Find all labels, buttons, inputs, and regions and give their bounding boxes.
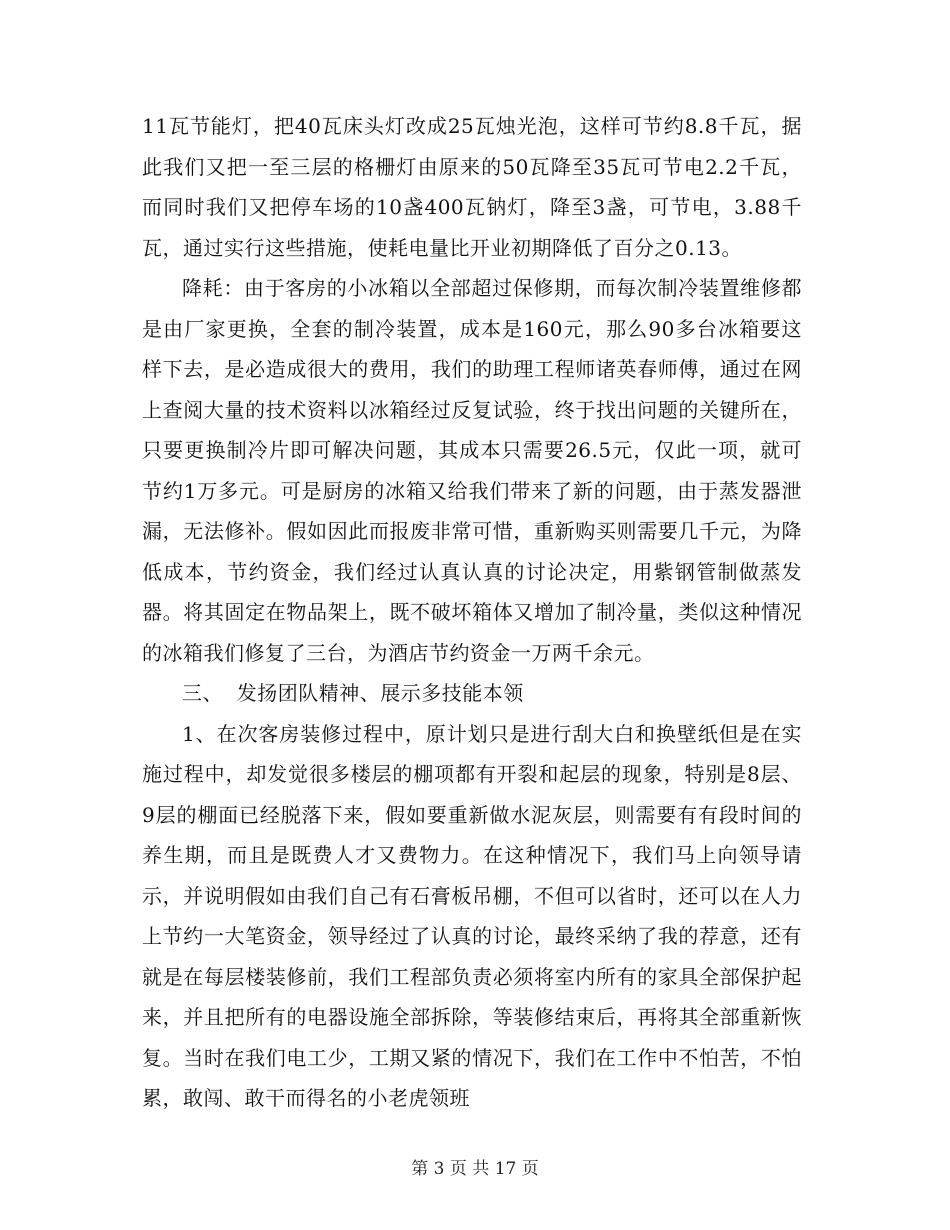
paragraph-consumption-reduction: 降耗：由于客房的小冰箱以全部超过保修期，而每次制冷装置维修都是由厂家更换，全套的制冷装置，成本是160元，那么90多台冰箱要这样下去，是必造成很大的费用，我们的助理工程师诸英春师傅，通过在网上查阅大量的技术资料以冰箱经过反复试验，终于找出问题的关键所在，只要更换制冷片即可解决问题，其成本只需要26.5元，仅此一项，就可节约1万多元。可是厨房的冰箱又给我们带来了新的问题，由于蒸发器泄漏，无法修补。假如因此而报废非常可惜，重新购买则需要几千元，为降低成本，节约资金，我们经过认真认真的讨论决定，用紫钢管制做蒸发器。将其固定在物品架上，既不破坏箱体又增加了制冷量，类似这种情况的冰箱我们修复了三台，为酒店节约资金一万两千余元。 (142, 276, 802, 665)
section-heading-team-spirit: 三、 发扬团队精神、展示多技能本领 (182, 681, 524, 705)
body-text (142, 106, 802, 1119)
paragraph-room-renovation: 1、在次客房装修过程中，原计划只是进行刮大白和换壁纸但是在实施过程中，却发觉很多楼层的棚项都有开裂和起层的现象，特别是8层、9层的棚面已经脱落下来，假如要重新做水泥灰层，则需要有有段时间的养生期，而且是既费人才又费物力。在这种情况下，我们马上向领导请示，并说明假如由我们自己有石膏板吊棚，不但可以省时，还可以在人力上节约一大笔资金，领导经过了认真的讨论，最终采纳了我的荐意，还有就是在每层楼装修前，我们工程部负责必须将室内所有的家具全部保护起来，并且把所有的电器设施全部拆除，等装修结束后，再将其全部重新恢复。当时在我们电工少，工期又紧的情况下，我们在工作中不怕苦，不怕累，敢闯、敢干而得名的小老虎领班 (142, 721, 802, 1110)
page-footer: 第 3 页 共 17 页 (411, 1159, 539, 1179)
paragraph-energy-saving-lighting: 11瓦节能灯，把40瓦床头灯改成25瓦烛光泡，这样可节约8.8千瓦，据此我们又把一至三层的格栅灯由原来的50瓦降至35瓦可节电2.2千瓦，而同时我们又把停车场的10盏400瓦钠灯，降至3盏，可节电，3.88千瓦，通过实行这些措施，使耗电量比开业初期降低了百分之0.13。 (142, 114, 802, 260)
